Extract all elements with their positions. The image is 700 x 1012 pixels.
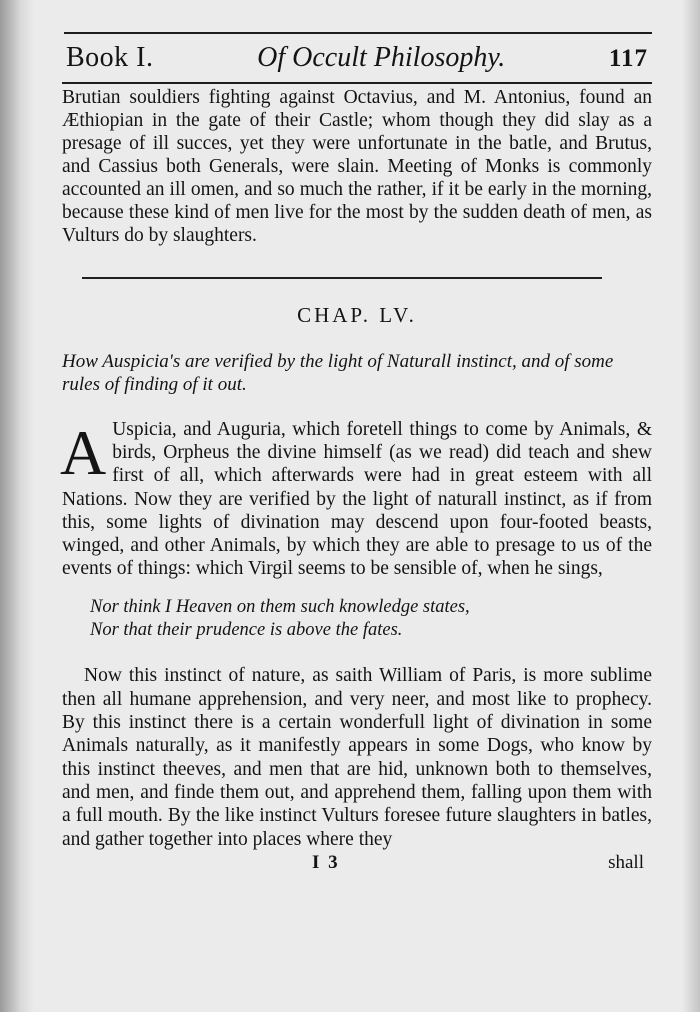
chapter-body	[62, 418, 652, 580]
chapter-body-continued: Now this instinct of nature, as saith William of Paris, is more sublime then all humane apprehension, and very neer, and most like to prophecy. By this instinct there is a certain wonderfull light of divination in some Animals naturally, as it manifestly appears in some Dogs, who know by this instinct theeves, and men that are hid, unknown both to themselves, and men, and finde them out, and apprehend them, falling upon them with a full mouth. By the like instinct Vulturs foresee future slaughters in batles, and gather together into places where they	[62, 665, 652, 850]
drop-cap: A	[60, 417, 107, 488]
page-content	[62, 32, 652, 874]
verse-line: Nor that their prudence is above the fates.	[90, 620, 403, 641]
header-rule	[62, 82, 652, 84]
verse-line: Nor think I Heaven on them such knowledge states,	[90, 597, 470, 618]
running-header	[62, 34, 652, 74]
signature-mark: I 3	[312, 851, 340, 873]
catchword: shall	[608, 851, 644, 873]
verse-quote	[62, 596, 652, 642]
section-divider	[82, 277, 602, 279]
header-book: Book I.	[66, 42, 154, 73]
top-paragraph: Brutian souldiers fighting against Octavius, and M. Antonius, found an Æthiopian in the gate of their Castle; whom though they did slay as a presage of ill succes, yet they were unfortunate in the batle, and Brutus, and Cassius both Generals, were slain. Meeting of Monks is commonly accounted an ill omen, and so much the rather, if it be early in the morning, because these kind of men live for the most by the sudden death of men, as Vulturs do by slaughters.	[62, 87, 652, 246]
page-number: 117	[608, 45, 648, 72]
chapter-body-text: Uspicia, and Auguria, which foretell things to come by Animals, & birds, Orpheus the divine himself (as we read) did teach and shew first of all, which afterwards were had in great esteem with all Nations. Now they are verified by the light of naturall instinct, as if from this, some lights of divination may descend upon four-footed beasts, winged, and other Animals, by which they are able to presage to us of the events of things: which Virgil seems to be sensible of, when he sings,	[62, 419, 652, 580]
header-title: Of Occult Philosophy.	[257, 42, 506, 73]
chapter-subtitle: How Auspicia's are verified by the light of Naturall instinct, and of some rules of finding of it out.	[62, 351, 614, 395]
chapter-heading: CHAP. LV.	[297, 303, 417, 327]
page-footer	[62, 852, 652, 874]
